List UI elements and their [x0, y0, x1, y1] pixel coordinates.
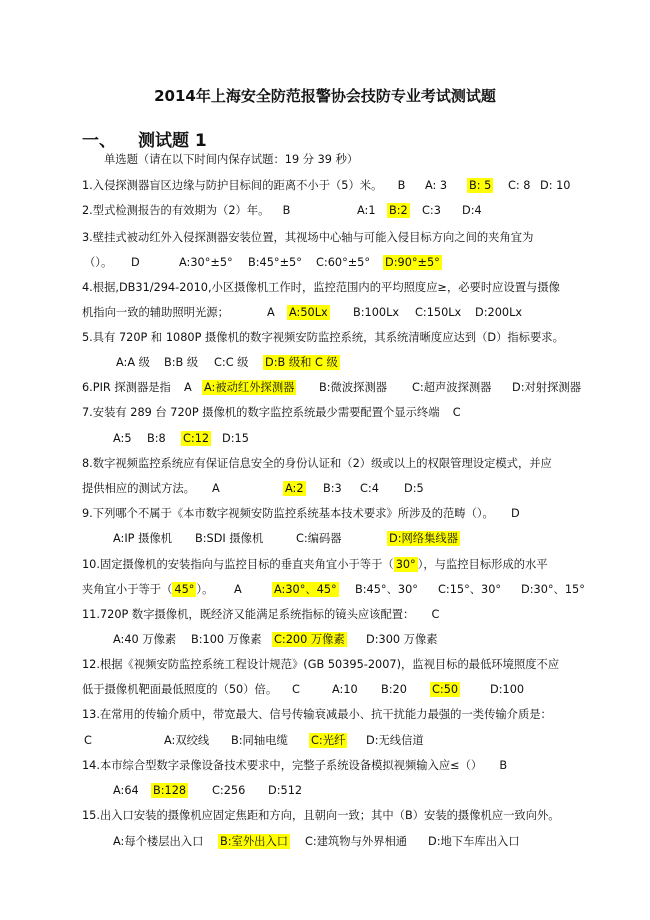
option-a-correct: A:被动红外探测器	[204, 381, 295, 394]
option-d: D:200Lx	[475, 306, 523, 319]
option-a: A:1	[357, 204, 376, 217]
question-text: 1.入侵探测器盲区边缘与防护目标间的距离不小于（5）米。	[82, 179, 383, 192]
option-c: C:256	[212, 784, 246, 797]
option-b: B:20	[381, 683, 407, 696]
option-c-correct: C:光纤	[311, 734, 346, 747]
option-c: C:150Lx	[415, 306, 462, 319]
option-c: C:超声波探测器	[412, 381, 492, 394]
question-3-line1: 3.壁挂式被动红外入侵探测器安装位置，其视场中心轴与可能入侵目标方向之间的夹角宜为	[82, 231, 534, 244]
page-title: 2014年上海安全防范报警协会技防专业考试测试题	[154, 87, 496, 105]
question-6	[82, 380, 192, 396]
option-a: A:IP 摄像机	[113, 532, 172, 545]
option-a-correct: A:2	[285, 482, 304, 495]
question-12-line1: 12.根据《视频安防监控系统工程设计规范》(GB 50395-2007)，监视目标的最低环境照度不应	[82, 658, 560, 671]
option-c: C:60°±5°	[316, 256, 371, 269]
option-b-correct: B:2	[389, 204, 408, 217]
answer-key: C	[84, 734, 92, 747]
question-14	[82, 758, 507, 774]
answer-key: A	[267, 306, 275, 319]
option-c: C:C 级	[214, 356, 249, 369]
option-b: B:同轴电缆	[231, 734, 288, 747]
option-a: A:40 万像素	[113, 633, 177, 646]
question-text: 7.安装有 289 台 720P 摄像机的数字监控系统最少需要配置个显示终端	[82, 406, 440, 419]
option-b-correct: B:室外出入口	[220, 835, 289, 848]
option-a: A:双绞线	[164, 734, 210, 747]
option-b-correct: B: 5	[469, 179, 492, 192]
option-b: B:B 级	[164, 356, 199, 369]
question-text: 9.下列哪个不属于《本市数字视频安防监控系统基本技术要求》所涉及的范畴（）。	[82, 507, 494, 520]
option-b: B:微波探测器	[319, 381, 388, 394]
option-a: A:30°±5°	[179, 256, 233, 269]
option-d: D:30°、15°	[521, 583, 585, 596]
option-c-correct: C:200 万像素	[274, 633, 345, 646]
option-d: D:300 万像素	[366, 633, 438, 646]
section-heading	[82, 126, 207, 151]
option-c: C:4	[360, 482, 379, 495]
option-a: A:64	[113, 784, 139, 797]
answer-key: B	[282, 204, 291, 217]
option-d-correct: D:B 级和 C 级	[265, 356, 338, 369]
question-4-line2: 机指向一致的辅助照明光源；	[82, 306, 229, 319]
question-8-line2: 提供相应的测试方法。	[82, 482, 195, 495]
option-a: A:A 级	[116, 356, 150, 369]
option-b: B:45°±5°	[248, 256, 302, 269]
option-c-correct: C:50	[432, 683, 459, 696]
question-15: 15.出入口安装的摄像机应固定焦距和方向，且朝向一致；其中（B）安装的摄像机应一致向外。	[82, 809, 560, 822]
question-10-line2: 夹角宜小于等于（ 45° ）。	[82, 583, 214, 596]
question-2	[82, 203, 290, 219]
option-d: D:15	[222, 432, 249, 445]
answer-key: C	[452, 406, 461, 419]
question-13: 13.在常用的传输介质中，带宽最大、信号传输衰减最小、抗干扰能力最强的一类传输介质是：	[82, 708, 552, 721]
question-12-line2: 低于摄像机靶面最低照度的（50）倍。	[82, 683, 278, 696]
question-7	[82, 405, 461, 421]
option-d: D:无线信道	[366, 734, 424, 747]
question-9	[82, 506, 520, 522]
option-d-correct: D:90°±5°	[385, 256, 440, 269]
question-text: 6.PIR 探测器是指	[82, 381, 171, 394]
section-number: 一、	[82, 131, 116, 151]
option-d: D:对射探测器	[512, 381, 581, 394]
option-d-correct: D:网络集线器	[389, 532, 458, 545]
option-a: A:每个楼层出入口	[113, 835, 204, 848]
option-c: C: 8	[508, 179, 531, 192]
highlighted-value: 30°	[395, 558, 416, 571]
question-1	[82, 178, 405, 194]
option-a-correct: A:30°、45°	[274, 583, 337, 596]
option-d: D:4	[462, 204, 482, 217]
option-d: D: 10	[540, 179, 571, 192]
option-d: D:地下车库出入口	[428, 835, 520, 848]
option-c: C:编码器	[296, 532, 342, 545]
section-name: 测试题 1	[138, 131, 207, 151]
option-b: B:SDI 摄像机	[195, 532, 264, 545]
question-5: 5.具有 720P 和 1080P 摄像机的数字视频安防监控系统，其系统清晰度应达到（D）指标要求。	[82, 331, 564, 344]
answer-key: C	[292, 683, 300, 696]
answer-key: D	[131, 256, 140, 269]
answer-key: C	[431, 608, 440, 621]
option-a: A:10	[332, 683, 358, 696]
option-c-correct: C:12	[183, 432, 210, 445]
option-c: C:15°、30°	[438, 583, 502, 596]
option-a: A: 3	[425, 179, 448, 192]
option-b: B:100 万像素	[191, 633, 262, 646]
option-c: C:建筑物与外界相通	[305, 835, 408, 848]
option-b: B:8	[147, 432, 166, 445]
question-4-line1: 4.根据,DB31/294-2010,小区摄像机工作时，监控范围内的平均照度应≥，必要时应设置与摄像	[82, 281, 560, 294]
intro-text: 单选题（请在以下时间内保存试题：19 分 39 秒）	[104, 153, 359, 166]
option-a: A:5	[113, 432, 132, 445]
question-11	[82, 607, 439, 623]
question-text: 2.型式检测报告的有效期为（2）年。	[82, 204, 270, 217]
question-10-line1: 10.固定摄像机的安装指向与监控目标的垂直夹角宜小于等于（ 30° ），与监控目标形成的水平	[82, 558, 548, 571]
highlighted-value: 45°	[174, 583, 195, 596]
option-d: D:512	[268, 784, 303, 797]
option-d: D:5	[404, 482, 424, 495]
question-text: 14.本市综合型数字录像设备技术要求中，完整子系统设备模拟视频输入应≤（）	[82, 759, 483, 772]
answer-key: D	[511, 507, 520, 520]
question-8-line1: 8.数字视频监控系统应有保证信息安全的身份认证和（2）级或以上的权限管理设定模式，并应	[82, 457, 552, 470]
option-a-correct: A:50Lx	[289, 306, 328, 319]
answer-key: B	[499, 759, 508, 772]
answer-key: A	[184, 381, 192, 394]
option-b: B:45°、30°	[355, 583, 418, 596]
answer-key: A	[212, 482, 220, 495]
question-3-line2: （）。	[84, 256, 113, 269]
option-b: B:3	[323, 482, 342, 495]
option-b-correct: B:128	[153, 784, 187, 797]
question-text: 11.720P 数字摄像机，既经济又能满足系统指标的镜头应该配置：	[82, 608, 415, 621]
option-c: C:3	[422, 204, 441, 217]
answer-key: A	[234, 583, 242, 596]
answer-key: B	[397, 179, 406, 192]
option-b: B:100Lx	[353, 306, 400, 319]
option-d: D:100	[490, 683, 525, 696]
